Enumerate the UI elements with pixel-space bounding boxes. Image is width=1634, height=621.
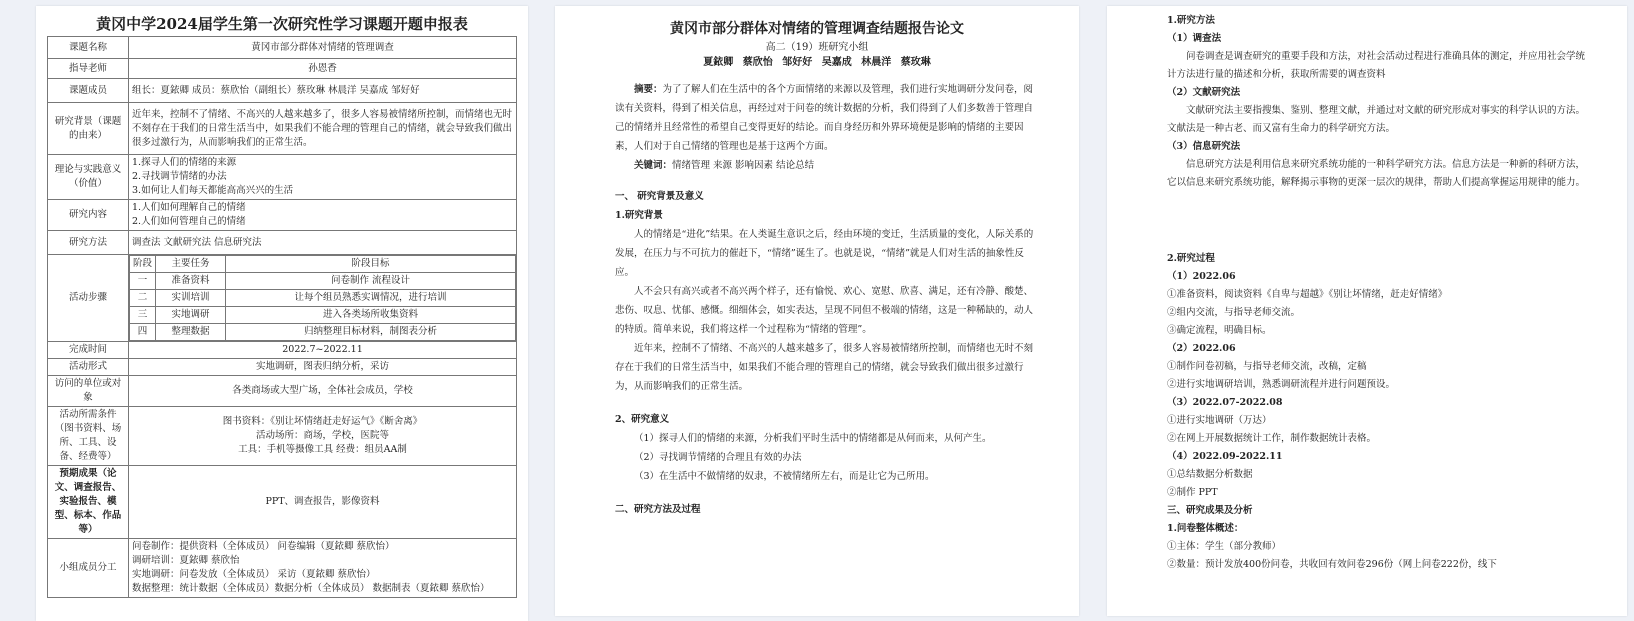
report-body bbox=[615, 80, 1035, 519]
step-task: 实训培训 bbox=[156, 290, 226, 307]
step-stage: 三 bbox=[130, 307, 156, 324]
paragraph: （2）寻找调节情绪的合理且有效的办法 bbox=[634, 452, 802, 463]
page-2-report bbox=[555, 6, 1079, 616]
background-label: 研究背景（课题的由来） bbox=[48, 103, 129, 155]
content-item: 1.人们如何理解自己的情绪 bbox=[132, 202, 246, 213]
report-title: 黄冈市部分群体对情绪的管理调查结题报告论文 bbox=[670, 21, 964, 37]
list-item: ②在网上开展数据统计工作，制作数据统计表格。 bbox=[1167, 433, 1377, 444]
report-body-process bbox=[1167, 250, 1587, 574]
list-item: ②进行实地调研培训，熟悉调研流程并进行问题预设。 bbox=[1167, 379, 1396, 390]
results-label: 预期成果（论文、调查报告、实验报告、模型、标本、作品等） bbox=[48, 466, 129, 539]
time-value: 2022.7~2022.11 bbox=[129, 342, 517, 359]
paragraph: 信息研究方法是利用信息来研究系统功能的一种科学研究方法。信息方法是一种新的科研方法，它以信息来研究系统功能，解释揭示事物的更深一层次的规律，帮助人们提高掌握运用规律的能力。 bbox=[1167, 159, 1586, 188]
steps-table bbox=[129, 255, 516, 341]
paragraph: 问卷调查是调查研究的重要手段和方法，对社会活动过程进行准确具体的测定，并应用社会学统计方法进行量的描述和分析，获取所需要的调查资料 bbox=[1167, 51, 1586, 80]
paragraph: 人的情绪是“进化”结果。在人类诞生意识之后，经由环境的变迁，生活质量的变化，人际关系的发展，在压力与不可抗力的催赶下，“情绪”诞生了。也就是说，“情绪”就是人们对生活的抽象性反应。 bbox=[615, 229, 1034, 278]
members-value: 组长：夏銥卿 成员：蔡欣怡（副组长）蔡玫琳 林晨洋 吴嘉成 邹好好 bbox=[129, 79, 517, 103]
conditions-label: 活动所需条件（图书资料、场所、工具、设备、经费等） bbox=[48, 407, 129, 466]
form-label: 活动形式 bbox=[48, 359, 129, 376]
paragraph: 人不会只有高兴或者不高兴两个样子，还有愉悦、欢心、宽慰、欣喜、满足，还有冷静、酸楚、悲伤、叹息、忧郁、感慨。细细体会，如实表达，呈现不同但不极端的情绪，这是一种稀缺的，动人的特质。简单来说，我们将这样一个过程称为“情绪的管理”。 bbox=[615, 286, 1034, 335]
table-row bbox=[130, 307, 516, 324]
step-task: 准备资料 bbox=[156, 273, 226, 290]
significance-item: 3.如何让人们每天都能高高兴兴的生活 bbox=[132, 185, 294, 196]
conditions-item: 图书资料：《别让坏情绪赶走好运气》《断舍离》 bbox=[222, 416, 423, 427]
step-goal: 问卷制作 流程设计 bbox=[226, 273, 516, 290]
list-item: ①准备资料，阅读资料《自卑与超越》《别让坏情绪，赶走好情绪》 bbox=[1167, 289, 1448, 300]
steps-label: 活动步骤 bbox=[48, 255, 129, 342]
division-list bbox=[129, 539, 517, 598]
conditions-item: 活动场所：商场，学校，医院等 bbox=[255, 430, 389, 441]
step-task: 整理数据 bbox=[156, 324, 226, 341]
stage-heading: （4）2022.09-2022.11 bbox=[1167, 451, 1283, 462]
paragraph: （3）在生活中不做情绪的奴隶，不被情绪所左右，而是让它为己所用。 bbox=[634, 471, 935, 482]
report-authors: 夏銥卿 蔡欣怡 邹好好 吴嘉成 林晨洋 蔡玫琳 bbox=[703, 57, 931, 68]
stage-heading: （3）2022.07-2022.08 bbox=[1167, 397, 1283, 408]
step-goal: 归纳整理目标材料，制图表分析 bbox=[226, 324, 516, 341]
background-value: 近年来，控制不了情绪、不高兴的人越来越多了，很多人容易被情绪所控制，而情绪也无时不刻存在于我们的日常生活当中，如果我们不能合理的管理自己的情绪，就会导致我们做出很多过激行为，从而影响我们的正常生活。 bbox=[129, 103, 517, 155]
division-item: 数据整理：统计数据（全体成员）数据分析（全体成员） 数据制表（夏銥卿 蔡欣怡） bbox=[132, 583, 490, 594]
method-label: 研究方法 bbox=[48, 231, 129, 255]
significance-item: 2.寻找调节情绪的办法 bbox=[132, 171, 227, 182]
advisor-label: 指导老师 bbox=[48, 59, 129, 79]
table-row bbox=[130, 273, 516, 290]
steps-header-stage: 阶段 bbox=[130, 256, 156, 273]
stage-heading: （2）2022.06 bbox=[1167, 343, 1236, 354]
list-item: ①进行实地调研（万达） bbox=[1167, 415, 1272, 426]
report-class: 高二（19）班研究小组 bbox=[765, 42, 869, 53]
topic-value: 黄冈市部分群体对情绪的管理调查 bbox=[129, 37, 517, 59]
form-value: 实地调研，图表归纳分析，采访 bbox=[129, 359, 517, 376]
section-heading: 一、 研究背景及意义 bbox=[615, 191, 704, 202]
subsection-heading: 2.研究过程 bbox=[1167, 253, 1215, 264]
step-goal: 进入各类场所收集资料 bbox=[226, 307, 516, 324]
step-stage: 二 bbox=[130, 290, 156, 307]
method-heading: （1）调查法 bbox=[1167, 33, 1222, 44]
list-item: ①制作问卷初稿，与指导老师交流，改稿，定稿 bbox=[1167, 361, 1367, 372]
division-label: 小组成员分工 bbox=[48, 539, 129, 598]
time-label: 完成时间 bbox=[48, 342, 129, 359]
list-item: ②组内交流，与指导老师交流。 bbox=[1167, 307, 1301, 318]
members-label: 课题成员 bbox=[48, 79, 129, 103]
steps-header-goal: 阶段目标 bbox=[226, 256, 516, 273]
keywords-paragraph bbox=[615, 156, 1035, 175]
visit-label: 访问的单位或对象 bbox=[48, 376, 129, 407]
division-item: 实地调研：问卷发放（全体成员） 采访（夏銥卿 蔡欣怡） bbox=[132, 569, 376, 580]
step-goal: 让每个组员熟悉实调情况，进行培训 bbox=[226, 290, 516, 307]
list-item: ③确定流程，明确目标。 bbox=[1167, 325, 1272, 336]
subsection-heading: 1.问卷整体概述： bbox=[1167, 523, 1244, 534]
subsection-heading: 1.研究方法 bbox=[1167, 15, 1215, 26]
division-item: 调研培训：夏銥卿 蔡欣怡 bbox=[132, 555, 240, 566]
abstract-label: 摘要： bbox=[634, 84, 663, 95]
section-heading: 三、研究成果及分析 bbox=[1167, 505, 1253, 516]
visit-value: 各类商场或大型广场，全体社会成员，学校 bbox=[129, 376, 517, 407]
application-table bbox=[47, 36, 517, 598]
significance-item: 1.探寻人们的情绪的来源 bbox=[132, 157, 237, 168]
keywords-label: 关键词： bbox=[634, 160, 673, 171]
step-stage: 一 bbox=[130, 273, 156, 290]
steps-header-task: 主要任务 bbox=[156, 256, 226, 273]
content-label: 研究内容 bbox=[48, 200, 129, 231]
content-item: 2.人们如何管理自己的情绪 bbox=[132, 216, 246, 227]
page-3-report bbox=[1107, 6, 1627, 616]
list-item: ②数量：预计发放400份问卷，共收回有效问卷296份（网上问卷222份，线下 bbox=[1167, 559, 1497, 570]
stage-heading: （1）2022.06 bbox=[1167, 271, 1236, 282]
method-value: 调查法 文献研究法 信息研究法 bbox=[129, 231, 517, 255]
paragraph: 近年来，控制不了情绪、不高兴的人越来越多了，很多人容易被情绪所控制，而情绪也无时不刻存在于我们的日常生活当中，如果我们不能合理的管理自己的情绪，就会导致我们做出很多过激行为，从而影响我们的正常生活。 bbox=[615, 343, 1034, 392]
conditions-item: 工具：手机等摄像工具 经费：组员AA制 bbox=[238, 444, 407, 455]
subsection-heading: 2、研究意义 bbox=[615, 414, 670, 425]
division-item: 问卷制作：提供资料（全体成员） 问卷编辑（夏銥卿 蔡欣怡） bbox=[132, 541, 395, 552]
results-value: PPT、调查报告，影像资料 bbox=[129, 466, 517, 539]
list-item: ①总结数据分析数据 bbox=[1167, 469, 1253, 480]
subsection-heading: 1.研究背景 bbox=[615, 210, 663, 221]
table-row bbox=[130, 290, 516, 307]
topic-label: 课题名称 bbox=[48, 37, 129, 59]
content-list bbox=[129, 200, 517, 231]
step-stage: 四 bbox=[130, 324, 156, 341]
list-item: ②制作 PPT bbox=[1167, 487, 1218, 498]
steps-cell bbox=[129, 255, 517, 342]
paragraph: 文献研究法主要指搜集、鉴别、整理文献，并通过对文献的研究形成对事实的科学认识的方法。文献法是一种古老、而又富有生命力的科学研究方法。 bbox=[1167, 105, 1586, 134]
table-row bbox=[130, 324, 516, 341]
keywords-text: 情绪管理 来源 影响因素 结论总结 bbox=[672, 160, 815, 171]
report-body-methods bbox=[1167, 12, 1587, 192]
method-heading: （3）信息研究法 bbox=[1167, 141, 1241, 152]
abstract-paragraph bbox=[615, 80, 1035, 156]
advisor-value: 孙恩香 bbox=[129, 59, 517, 79]
paragraph: （1）探寻人们的情绪的来源，分析我们平时生活中的情绪都是从何而来，从何产生。 bbox=[634, 433, 992, 444]
section-heading: 二、研究方法及过程 bbox=[615, 504, 701, 515]
page-1-application-form bbox=[36, 6, 528, 621]
method-heading: （2）文献研究法 bbox=[1167, 87, 1241, 98]
significance-label: 理论与实践意义（价值） bbox=[48, 155, 129, 200]
significance-list bbox=[129, 155, 517, 200]
conditions-list bbox=[129, 407, 517, 466]
step-task: 实地调研 bbox=[156, 307, 226, 324]
list-item: ①主体：学生（部分教师） bbox=[1167, 541, 1282, 552]
form-title: 黄冈中学2024届学生第一次研究性学习课题开题申报表 bbox=[96, 15, 468, 33]
abstract-text: 为了了解人们在生活中的各个方面情绪的来源以及管理，我们进行实地调研分发问卷，阅读有关资料，得到了相关信息，再经过对于问卷的统计数据的分析，我们得到了人们多数善于管理自己的情绪并且经常性的希望自己变得更好的结论。而自身经历和外界环境便是影响的情绪的主要因素，人们对于自己情绪的管理也是基于这两个方面。 bbox=[615, 84, 1034, 152]
